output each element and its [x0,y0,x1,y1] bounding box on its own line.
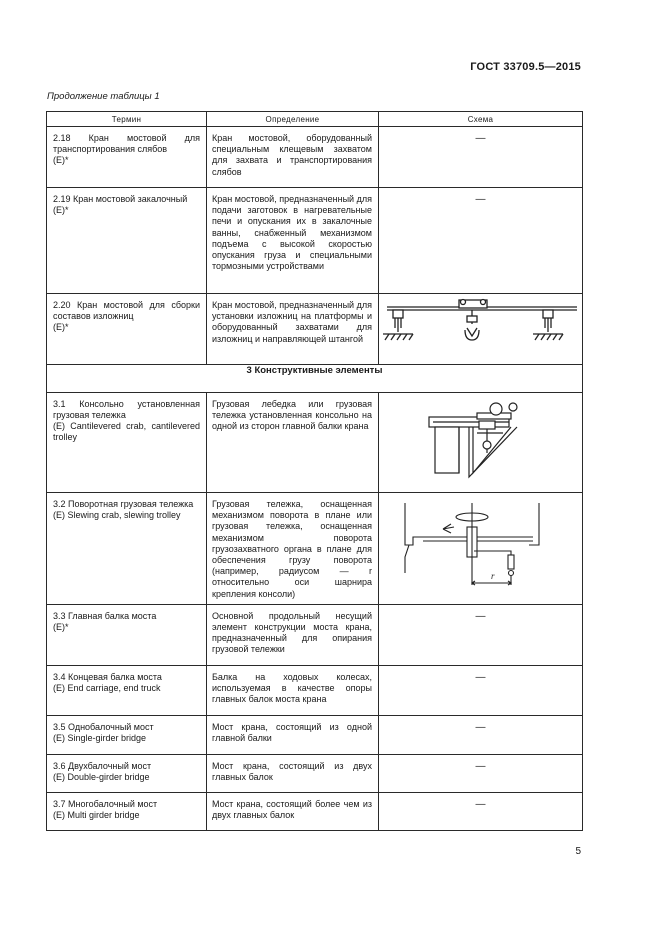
definition-cell: Грузовая лебедка или грузовая тележка установленная консольно на одной из сторон главной балки крана [207,393,379,493]
definition-cell: Мост крана, состоящий из одной главной балки [207,715,379,754]
definition-cell: Грузовая тележка, оснащенная механизмом поворота в плане или грузовая тележка, оснащенная механизмом поворота грузозахватного органа в плане для обеспечения грузу поворота (например, радиусом — r относительно оси шарнира крепления консоли) [207,493,379,605]
table-row [47,393,583,493]
term-cell [47,754,207,792]
table-row [47,665,583,715]
column-header-definition: Определение [207,112,379,127]
term-text: 2.18 Кран мостовой для транспортирования слябов [53,133,200,154]
definition-cell: Балка на ходовых колесах, используемая в качестве опоры главных балок моста крана [207,665,379,715]
term-cell [47,715,207,754]
term-language: (E)* [53,155,69,165]
mould-assembly-crane-diagram [379,294,583,360]
term-cell [47,188,207,294]
schema-cell: — [379,127,583,188]
column-header-term: Термин [47,112,207,127]
schema-cell: — [379,754,583,792]
schema-cell: — [379,188,583,294]
term-language: (E)* [53,621,69,632]
table-row [47,493,583,605]
definition-cell: Мост крана, состоящий из двух главных балок [207,754,379,792]
term-cell [47,604,207,665]
schema-cell [379,393,583,493]
definition-cell: Кран мостовой, предназначенный для установки изложниц на платформы и оборудованный захватами для изложниц и направляющей штангой [207,294,379,365]
term-language: (E)* [53,205,69,215]
term-cell [47,792,207,830]
column-header-schema: Схема [379,112,583,127]
term-text: 3.2 Поворотная грузовая тележка [53,499,194,509]
definition-cell: Кран мостовой, оборудованный специальным клещевым захватом для захвата и транспортирования слябов [207,127,379,188]
term-cell [47,393,207,493]
term-cell [47,493,207,605]
schema-cell: — [379,604,583,665]
schema-cell: — [379,665,583,715]
term-cell [47,127,207,188]
table-row [47,754,583,792]
term-text: 3.7 Многобалочный мост [53,798,158,809]
term-language: (E) Multi girder bridge [53,809,140,820]
term-text: 2.20 Кран мостовой для сборки составов изложниц [53,300,200,321]
table-row [47,127,583,188]
term-text: 3.5 Однобалочный мост [53,721,154,732]
term-text: 3.6 Двухбалочный мост [53,760,152,771]
radius-label: r [491,571,495,581]
definition-cell: Кран мостовой, предназначенный для подачи заготовок в нагревательные печи и опускания их в закалочные ванны, снабженный механизмом подъема с высокой скоростью опускания груза и специальными тормозными устройствами [207,188,379,294]
definition-cell: Основной продольный несущий элемент конструкции моста крана, предназначенный для опирания грузовой тележки [207,604,379,665]
term-language: (E)* [53,322,69,332]
cantilevered-crab-diagram [379,393,583,489]
table-caption: Продолжение таблицы 1 [47,91,160,102]
page-number: 5 [575,846,581,857]
document-code: ГОСТ 33709.5—2015 [470,61,581,73]
schema-cell: — [379,792,583,830]
table-row [47,188,583,294]
table-row [47,294,583,365]
term-cell [47,294,207,365]
terms-table [46,111,583,831]
table-row [47,792,583,830]
term-text: 2.19 Кран мостовой закалочный [53,194,188,204]
term-text: 3.3 Главная балка моста [53,610,157,621]
section-row [47,365,583,393]
slewing-crab-diagram [379,493,583,598]
table-header-row [47,112,583,127]
term-language: (E) Cantilevered crab, cantilevered trolley [53,421,200,442]
term-language: (E) Slewing crab, slewing trolley [53,510,181,520]
table-row [47,715,583,754]
term-text: 3.4 Концевая балка моста [53,671,162,682]
table-row [47,604,583,665]
term-language: (E) Double-girder bridge [53,771,150,782]
term-language: (E) End carriage, end truck [53,682,161,693]
schema-cell [379,493,583,605]
definition-cell: Мост крана, состоящий более чем из двух главных балок [207,792,379,830]
term-text: 3.1 Консольно установленная грузовая тележка [53,399,200,420]
term-cell [47,665,207,715]
section-heading: 3 Конструктивные элементы [47,365,583,393]
term-language: (E) Single-girder bridge [53,732,147,743]
schema-cell: — [379,715,583,754]
schema-cell [379,294,583,365]
